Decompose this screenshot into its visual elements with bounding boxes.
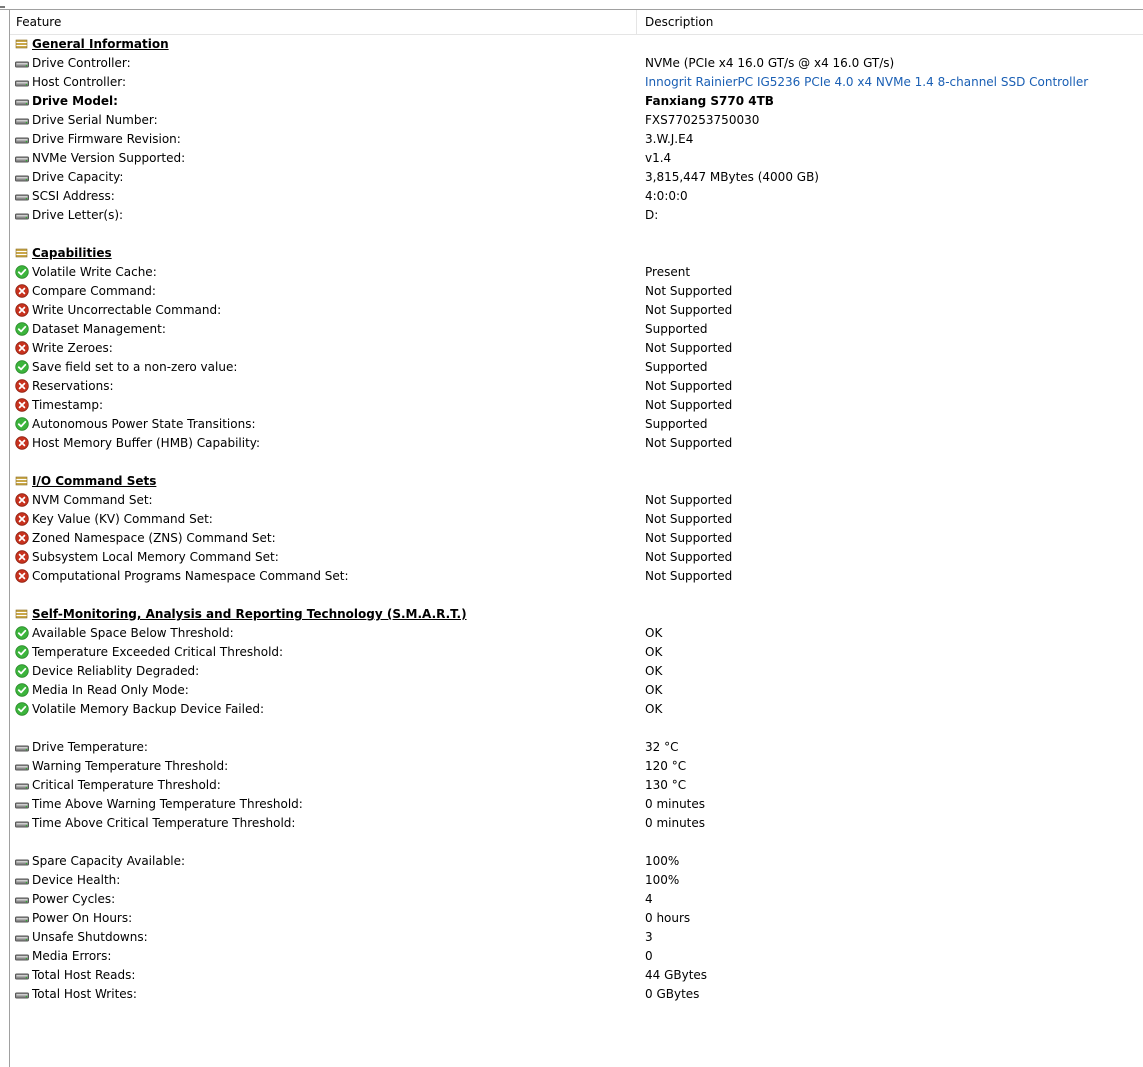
- list-item[interactable]: [15, 73, 1135, 92]
- feature-label: Dataset Management:: [32, 322, 166, 336]
- list-item[interactable]: [15, 738, 1135, 757]
- column-header-description[interactable]: Description: [645, 15, 714, 29]
- list-item[interactable]: [15, 529, 1135, 548]
- left-border: [9, 10, 10, 1067]
- drive-icon: [15, 170, 29, 184]
- list-item[interactable]: [15, 149, 1135, 168]
- feature-value: Not Supported: [645, 398, 733, 412]
- feature-label: Available Space Below Threshold:: [32, 626, 234, 640]
- feature-label: Reservations:: [32, 379, 114, 393]
- feature-value: 0 hours: [645, 911, 691, 925]
- feature-label: Timestamp:: [32, 398, 104, 412]
- feature-value: Fanxiang S770 4TB: [645, 94, 774, 108]
- ok-icon: [15, 683, 29, 697]
- list-item[interactable]: [15, 928, 1135, 947]
- error-icon: [15, 512, 29, 526]
- list-item[interactable]: [15, 168, 1135, 187]
- list-item[interactable]: [15, 814, 1135, 833]
- feature-label: Device Reliablity Degraded:: [32, 664, 200, 678]
- feature-value: 32 °C: [645, 740, 679, 754]
- ok-icon: [15, 360, 29, 374]
- feature-value: 3: [645, 930, 653, 944]
- spacer-row: [15, 453, 1135, 472]
- error-icon: [15, 493, 29, 507]
- feature-label: SCSI Address:: [32, 189, 115, 203]
- feature-value: Supported: [645, 417, 708, 431]
- spacer-row: [15, 833, 1135, 852]
- list-item[interactable]: [15, 624, 1135, 643]
- feature-label: Time Above Warning Temperature Threshold:: [32, 797, 303, 811]
- list-item[interactable]: [15, 320, 1135, 339]
- feature-label: Unsafe Shutdowns:: [32, 930, 148, 944]
- list-item[interactable]: [15, 567, 1135, 586]
- controller-link[interactable]: Innogrit RainierPC IG5236 PCIe 4.0 x4 NVMe 1.4 8-channel SSD Controller: [645, 75, 1089, 89]
- feature-value: Not Supported: [645, 379, 733, 393]
- list-item[interactable]: [15, 339, 1135, 358]
- feature-list[interactable]: [15, 35, 1135, 1004]
- feature-value: 4:0:0:0: [645, 189, 688, 203]
- error-icon: [15, 531, 29, 545]
- ok-icon: [15, 322, 29, 336]
- error-icon: [15, 379, 29, 393]
- section-icon: [15, 37, 29, 51]
- error-icon: [15, 436, 29, 450]
- feature-label: Total Host Writes:: [32, 987, 137, 1001]
- section-icon: [15, 246, 29, 260]
- list-item[interactable]: [15, 700, 1135, 719]
- feature-label: Drive Serial Number:: [32, 113, 158, 127]
- feature-value: 44 GBytes: [645, 968, 708, 982]
- list-item[interactable]: [15, 548, 1135, 567]
- list-item[interactable]: [15, 491, 1135, 510]
- list-item[interactable]: [15, 377, 1135, 396]
- feature-label: Host Memory Buffer (HMB) Capability:: [32, 436, 261, 450]
- list-item[interactable]: [15, 187, 1135, 206]
- feature-label: Compare Command:: [32, 284, 156, 298]
- list-item[interactable]: [15, 358, 1135, 377]
- list-item[interactable]: [15, 415, 1135, 434]
- feature-value: v1.4: [645, 151, 672, 165]
- feature-label: Host Controller:: [32, 75, 126, 89]
- list-item[interactable]: [15, 985, 1135, 1004]
- list-item[interactable]: [15, 776, 1135, 795]
- ok-icon: [15, 265, 29, 279]
- feature-value: Supported: [645, 360, 708, 374]
- feature-value: 3,815,447 MBytes (4000 GB): [645, 170, 819, 184]
- list-item[interactable]: [15, 510, 1135, 529]
- error-icon: [15, 341, 29, 355]
- feature-label: Save field set to a non-zero value:: [32, 360, 238, 374]
- drive-icon: [15, 797, 29, 811]
- feature-value: 0 GBytes: [645, 987, 700, 1001]
- feature-value: Not Supported: [645, 436, 733, 450]
- feature-label: NVMe Version Supported:: [32, 151, 186, 165]
- feature-value: 0 minutes: [645, 816, 706, 830]
- feature-value: OK: [645, 626, 663, 640]
- drive-icon: [15, 759, 29, 773]
- drive-icon: [15, 873, 29, 887]
- feature-value: Not Supported: [645, 284, 733, 298]
- section-header-row[interactable]: [15, 472, 1135, 491]
- feature-value: 100%: [645, 854, 680, 868]
- feature-label: Volatile Memory Backup Device Failed:: [32, 702, 265, 716]
- feature-value: Not Supported: [645, 303, 733, 317]
- feature-label: Key Value (KV) Command Set:: [32, 512, 213, 526]
- list-item[interactable]: [15, 909, 1135, 928]
- error-icon: [15, 398, 29, 412]
- feature-label: Write Uncorrectable Command:: [32, 303, 222, 317]
- list-item[interactable]: [15, 757, 1135, 776]
- feature-label: Critical Temperature Threshold:: [32, 778, 221, 792]
- feature-label: Spare Capacity Available:: [32, 854, 186, 868]
- feature-label: Device Health:: [32, 873, 121, 887]
- feature-label: Write Zeroes:: [32, 341, 113, 355]
- error-icon: [15, 303, 29, 317]
- drive-icon: [15, 94, 29, 108]
- feature-value: 0 minutes: [645, 797, 706, 811]
- feature-value: 130 °C: [645, 778, 687, 792]
- feature-value: FXS770253750030: [645, 113, 760, 127]
- spacer-row: [15, 719, 1135, 738]
- feature-value: 100%: [645, 873, 680, 887]
- section-title: Self-Monitoring, Analysis and Reporting Technology (S.M.A.R.T.): [32, 607, 467, 621]
- list-item[interactable]: [15, 434, 1135, 453]
- feature-label: Drive Letter(s):: [32, 208, 124, 222]
- ok-icon: [15, 664, 29, 678]
- feature-value: Not Supported: [645, 341, 733, 355]
- error-icon: [15, 284, 29, 298]
- feature-label: Autonomous Power State Transitions:: [32, 417, 256, 431]
- section-header-row[interactable]: [15, 35, 1135, 54]
- drive-icon: [15, 208, 29, 222]
- feature-label: Drive Capacity:: [32, 170, 124, 184]
- feature-label: Temperature Exceeded Critical Threshold:: [32, 645, 284, 659]
- feature-label: Volatile Write Cache:: [32, 265, 157, 279]
- feature-value: OK: [645, 645, 663, 659]
- section-header-row[interactable]: [15, 244, 1135, 263]
- drive-icon: [15, 75, 29, 89]
- feature-value: 0: [645, 949, 653, 963]
- ok-icon: [15, 417, 29, 431]
- section-title: I/O Command Sets: [32, 474, 157, 488]
- spacer-row: [15, 225, 1135, 244]
- feature-value: Not Supported: [645, 550, 733, 564]
- ok-icon: [15, 645, 29, 659]
- spacer-row: [15, 586, 1135, 605]
- drive-icon: [15, 189, 29, 203]
- ok-icon: [15, 702, 29, 716]
- feature-value: Not Supported: [645, 493, 733, 507]
- list-item[interactable]: [15, 301, 1135, 320]
- feature-label: Warning Temperature Threshold:: [32, 759, 229, 773]
- feature-value: OK: [645, 683, 663, 697]
- list-item[interactable]: [15, 966, 1135, 985]
- feature-label: Power Cycles:: [32, 892, 116, 906]
- list-item[interactable]: [15, 206, 1135, 225]
- drive-icon: [15, 930, 29, 944]
- feature-label: Total Host Reads:: [32, 968, 136, 982]
- list-item[interactable]: [15, 871, 1135, 890]
- list-item[interactable]: [15, 795, 1135, 814]
- section-icon: [15, 607, 29, 621]
- feature-value: Supported: [645, 322, 708, 336]
- feature-label: Media Errors:: [32, 949, 112, 963]
- error-icon: [15, 550, 29, 564]
- window-edge-tick: [0, 6, 5, 8]
- feature-value: OK: [645, 664, 663, 678]
- feature-label: Drive Controller:: [32, 56, 131, 70]
- drive-icon: [15, 987, 29, 1001]
- feature-value: NVMe (PCIe x4 16.0 GT/s @ x4 16.0 GT/s): [645, 56, 895, 70]
- feature-value: OK: [645, 702, 663, 716]
- feature-label: Zoned Namespace (ZNS) Command Set:: [32, 531, 276, 545]
- drive-icon: [15, 56, 29, 70]
- feature-value: 3.W.J.E4: [645, 132, 694, 146]
- feature-value: Not Supported: [645, 569, 733, 583]
- list-item[interactable]: [15, 681, 1135, 700]
- ok-icon: [15, 626, 29, 640]
- drive-icon: [15, 113, 29, 127]
- list-item[interactable]: [15, 130, 1135, 149]
- drive-icon: [15, 854, 29, 868]
- list-item[interactable]: [15, 947, 1135, 966]
- feature-value: 120 °C: [645, 759, 687, 773]
- feature-label: Drive Temperature:: [32, 740, 148, 754]
- feature-label: Media In Read Only Mode:: [32, 683, 189, 697]
- drive-icon: [15, 911, 29, 925]
- feature-label: Time Above Critical Temperature Threshold:: [32, 816, 296, 830]
- list-item[interactable]: [15, 92, 1135, 111]
- drive-icon: [15, 968, 29, 982]
- feature-value: Not Supported: [645, 531, 733, 545]
- feature-label: NVM Command Set:: [32, 493, 153, 507]
- feature-label: Drive Model:: [32, 94, 118, 108]
- feature-value: Present: [645, 265, 691, 279]
- column-header-feature[interactable]: Feature: [10, 10, 637, 34]
- drive-icon: [15, 151, 29, 165]
- feature-value: Not Supported: [645, 512, 733, 526]
- section-header-row[interactable]: [15, 605, 1135, 624]
- section-title: General Information: [32, 37, 169, 51]
- drive-icon: [15, 778, 29, 792]
- list-item[interactable]: [15, 890, 1135, 909]
- list-item[interactable]: [15, 111, 1135, 130]
- list-item[interactable]: [15, 643, 1135, 662]
- error-icon: [15, 569, 29, 583]
- feature-value: D:: [645, 208, 659, 222]
- list-item[interactable]: [15, 396, 1135, 415]
- section-icon: [15, 474, 29, 488]
- drive-icon: [15, 892, 29, 906]
- list-item[interactable]: [15, 662, 1135, 681]
- feature-label: Drive Firmware Revision:: [32, 132, 181, 146]
- feature-label: Power On Hours:: [32, 911, 133, 925]
- drive-icon: [15, 740, 29, 754]
- list-item[interactable]: [15, 852, 1135, 871]
- drive-icon: [15, 816, 29, 830]
- list-header: [10, 10, 1143, 35]
- feature-label: Computational Programs Namespace Command Set:: [32, 569, 349, 583]
- list-item[interactable]: [15, 54, 1135, 73]
- feature-value: 4: [645, 892, 653, 906]
- list-item[interactable]: [15, 282, 1135, 301]
- section-title: Capabilities: [32, 246, 112, 260]
- feature-label: Subsystem Local Memory Command Set:: [32, 550, 279, 564]
- list-item[interactable]: [15, 263, 1135, 282]
- drive-icon: [15, 949, 29, 963]
- drive-icon: [15, 132, 29, 146]
